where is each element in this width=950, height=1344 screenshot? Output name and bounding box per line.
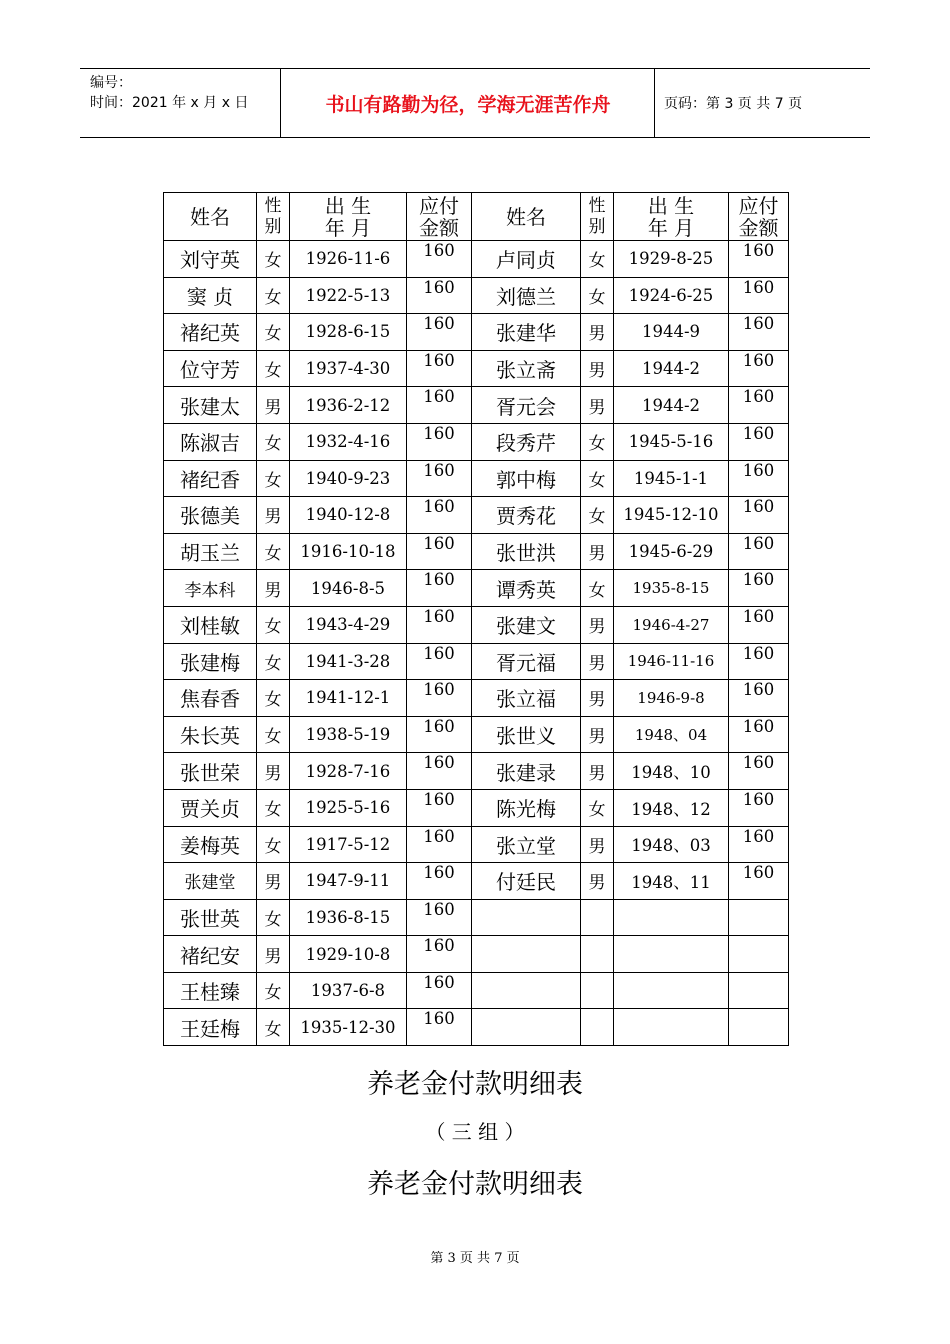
table-header-row	[164, 193, 789, 241]
amount: 160	[407, 460, 472, 497]
amount: 160	[729, 680, 789, 717]
person-sex: 女	[581, 460, 614, 497]
birth-date: 1944-9	[614, 314, 729, 351]
header-birth: 出 生 年 月	[290, 193, 407, 241]
amount: 160	[729, 460, 789, 497]
amount: 160	[407, 643, 472, 680]
birth-date: 1948、03	[614, 826, 729, 863]
amount: 160	[407, 387, 472, 424]
amount: 160	[407, 241, 472, 278]
birth-date: 1925-5-16	[290, 789, 407, 826]
birth-date: 1944-2	[614, 350, 729, 387]
person-name: 张建录	[472, 753, 581, 790]
table-row	[164, 570, 789, 607]
birth-date: 1932-4-16	[290, 423, 407, 460]
amount: 160	[729, 716, 789, 753]
amount: 160	[729, 570, 789, 607]
table-title: 养老金付款明细表	[367, 1069, 583, 1100]
person-name: 刘桂敏	[164, 606, 257, 643]
birth-date: 1928-6-15	[290, 314, 407, 351]
person-sex: 男	[581, 314, 614, 351]
amount: 160	[729, 606, 789, 643]
person-name: 陈淑吉	[164, 423, 257, 460]
table-row	[164, 826, 789, 863]
birth-date: 1938-5-19	[290, 716, 407, 753]
amount: 160	[729, 497, 789, 534]
person-name: 张德美	[164, 497, 257, 534]
person-sex	[581, 899, 614, 936]
table-row	[164, 680, 789, 717]
header-sex: 性 别	[581, 193, 614, 241]
amount: 160	[407, 314, 472, 351]
person-sex: 男	[581, 387, 614, 424]
header-amount: 应付 金额	[729, 193, 789, 241]
person-name: 褚纪英	[164, 314, 257, 351]
person-name: 贾关贞	[164, 789, 257, 826]
birth-date: 1917-5-12	[290, 826, 407, 863]
person-name: 刘守英	[164, 241, 257, 278]
header-birth: 出 生 年 月	[614, 193, 729, 241]
person-sex: 女	[257, 1009, 290, 1046]
table-row	[164, 533, 789, 570]
document-time-label: 时间：2021 年 x 月 x 日	[90, 95, 249, 111]
birth-date: 1936-2-12	[290, 387, 407, 424]
amount: 160	[729, 753, 789, 790]
person-name: 李本科	[164, 570, 257, 607]
person-name: 卢同贞	[472, 241, 581, 278]
amount: 160	[729, 314, 789, 351]
person-sex: 女	[257, 899, 290, 936]
person-sex: 女	[257, 533, 290, 570]
header-meta	[90, 73, 248, 113]
amount: 160	[729, 277, 789, 314]
person-sex: 女	[257, 643, 290, 680]
birth-date: 1946-9-8	[614, 680, 729, 717]
person-sex: 男	[581, 826, 614, 863]
birth-date: 1946-4-27	[614, 606, 729, 643]
person-name: 张建文	[472, 606, 581, 643]
person-sex: 男	[257, 387, 290, 424]
person-name: 张建华	[472, 314, 581, 351]
table-row	[164, 387, 789, 424]
amount: 160	[407, 1009, 472, 1046]
amount: 160	[407, 972, 472, 1009]
amount: 160	[407, 497, 472, 534]
table-row	[164, 350, 789, 387]
amount: 160	[407, 789, 472, 826]
amount: 160	[407, 899, 472, 936]
birth-date: 1947-9-11	[290, 863, 407, 900]
person-sex: 男	[257, 863, 290, 900]
amount: 160	[407, 606, 472, 643]
amount: 160	[729, 789, 789, 826]
person-sex: 男	[257, 570, 290, 607]
person-name: 窦 贞	[164, 277, 257, 314]
person-sex: 女	[257, 826, 290, 863]
amount: 160	[729, 643, 789, 680]
birth-date: 1945-6-29	[614, 533, 729, 570]
birth-date: 1935-8-15	[614, 570, 729, 607]
amount	[729, 899, 789, 936]
person-sex: 女	[257, 606, 290, 643]
person-sex: 女	[257, 716, 290, 753]
table-row	[164, 716, 789, 753]
birth-date	[614, 1009, 729, 1046]
header-sex: 性 别	[257, 193, 290, 241]
birth-date: 1944-2	[614, 387, 729, 424]
birth-date: 1948、04	[614, 716, 729, 753]
person-name: 胥元福	[472, 643, 581, 680]
pension-roster-table	[163, 192, 789, 1046]
person-sex: 男	[581, 643, 614, 680]
amount: 160	[407, 277, 472, 314]
birth-date: 1941-12-1	[290, 680, 407, 717]
person-sex: 女	[257, 314, 290, 351]
person-name: 张建梅	[164, 643, 257, 680]
person-sex: 女	[581, 570, 614, 607]
person-name: 张建太	[164, 387, 257, 424]
table-row	[164, 497, 789, 534]
amount	[729, 972, 789, 1009]
birth-date: 1945-12-10	[614, 497, 729, 534]
person-sex: 女	[581, 277, 614, 314]
table-row	[164, 423, 789, 460]
person-name	[472, 972, 581, 1009]
person-name: 胡玉兰	[164, 533, 257, 570]
person-sex: 男	[257, 936, 290, 973]
birth-date: 1929-10-8	[290, 936, 407, 973]
person-name: 张建堂	[164, 863, 257, 900]
person-sex	[581, 1009, 614, 1046]
table-row	[164, 972, 789, 1009]
person-name: 刘德兰	[472, 277, 581, 314]
page-footer: 第 3 页 共 7 页	[430, 1251, 520, 1266]
person-sex: 女	[257, 460, 290, 497]
amount: 160	[407, 753, 472, 790]
person-name: 谭秀英	[472, 570, 581, 607]
person-sex: 男	[581, 753, 614, 790]
table-row	[164, 277, 789, 314]
person-name: 褚纪香	[164, 460, 257, 497]
birth-date: 1941-3-28	[290, 643, 407, 680]
person-name: 张世洪	[472, 533, 581, 570]
amount: 160	[407, 533, 472, 570]
birth-date: 1948、12	[614, 789, 729, 826]
header-amount: 应付 金额	[407, 193, 472, 241]
table-row	[164, 789, 789, 826]
person-sex: 男	[581, 350, 614, 387]
header-divider	[280, 69, 281, 137]
document-number-label: 编号：	[90, 75, 132, 91]
person-name: 焦春香	[164, 680, 257, 717]
header-name: 姓名	[164, 193, 257, 241]
person-name: 张立福	[472, 680, 581, 717]
header-motto: 书山有路勤为径，学海无涯苦作舟	[325, 93, 611, 116]
birth-date: 1940-12-8	[290, 497, 407, 534]
person-name: 付廷民	[472, 863, 581, 900]
birth-date: 1948、11	[614, 863, 729, 900]
table-row	[164, 241, 789, 278]
person-name: 张立堂	[472, 826, 581, 863]
person-name: 陈光梅	[472, 789, 581, 826]
table-row	[164, 753, 789, 790]
person-name: 贾秀花	[472, 497, 581, 534]
person-name: 郭中梅	[472, 460, 581, 497]
table-row	[164, 936, 789, 973]
birth-date: 1937-6-8	[290, 972, 407, 1009]
header-page-label: 页码：第 3 页 共 7 页	[664, 96, 803, 112]
person-sex: 女	[257, 789, 290, 826]
birth-date: 1937-4-30	[290, 350, 407, 387]
birth-date: 1948、10	[614, 753, 729, 790]
person-name: 朱长英	[164, 716, 257, 753]
person-sex: 女	[257, 680, 290, 717]
birth-date	[614, 936, 729, 973]
person-name: 张世荣	[164, 753, 257, 790]
birth-date: 1936-8-15	[290, 899, 407, 936]
amount: 160	[407, 350, 472, 387]
amount: 160	[407, 680, 472, 717]
person-name: 王桂臻	[164, 972, 257, 1009]
person-name	[472, 1009, 581, 1046]
person-sex: 女	[581, 497, 614, 534]
header-divider	[654, 69, 655, 137]
person-name: 张世英	[164, 899, 257, 936]
person-sex: 女	[257, 350, 290, 387]
person-name: 张立斋	[472, 350, 581, 387]
person-sex: 女	[257, 972, 290, 1009]
amount: 160	[729, 423, 789, 460]
birth-date: 1945-5-16	[614, 423, 729, 460]
header-name: 姓名	[472, 193, 581, 241]
amount: 160	[729, 387, 789, 424]
birth-date: 1940-9-23	[290, 460, 407, 497]
table-row	[164, 314, 789, 351]
person-name: 张世义	[472, 716, 581, 753]
amount: 160	[407, 423, 472, 460]
person-sex: 女	[257, 241, 290, 278]
person-sex: 男	[581, 716, 614, 753]
person-name: 位守芳	[164, 350, 257, 387]
person-sex: 女	[581, 423, 614, 460]
amount	[729, 1009, 789, 1046]
person-sex: 男	[257, 497, 290, 534]
amount: 160	[407, 716, 472, 753]
amount: 160	[407, 826, 472, 863]
amount: 160	[729, 826, 789, 863]
birth-date: 1943-4-29	[290, 606, 407, 643]
table-row	[164, 863, 789, 900]
person-sex: 男	[581, 533, 614, 570]
person-sex: 男	[581, 680, 614, 717]
table-row	[164, 606, 789, 643]
amount	[729, 936, 789, 973]
person-name: 褚纪安	[164, 936, 257, 973]
table-row	[164, 1009, 789, 1046]
birth-date: 1946-11-16	[614, 643, 729, 680]
birth-date: 1946-8-5	[290, 570, 407, 607]
birth-date	[614, 899, 729, 936]
person-sex: 男	[581, 606, 614, 643]
person-name	[472, 936, 581, 973]
amount: 160	[729, 533, 789, 570]
birth-date: 1929-8-25	[614, 241, 729, 278]
birth-date	[614, 972, 729, 1009]
group-label: （ 三 组 ）	[425, 1120, 525, 1144]
person-sex	[581, 936, 614, 973]
person-name: 王廷梅	[164, 1009, 257, 1046]
person-name: 胥元会	[472, 387, 581, 424]
table-row	[164, 643, 789, 680]
amount: 160	[729, 241, 789, 278]
person-sex: 男	[257, 753, 290, 790]
amount: 160	[407, 863, 472, 900]
birth-date: 1916-10-18	[290, 533, 407, 570]
table-row	[164, 899, 789, 936]
birth-date: 1935-12-30	[290, 1009, 407, 1046]
birth-date: 1945-1-1	[614, 460, 729, 497]
birth-date: 1922-5-13	[290, 277, 407, 314]
amount: 160	[729, 863, 789, 900]
person-sex: 女	[581, 789, 614, 826]
amount: 160	[407, 570, 472, 607]
table-title: 养老金付款明细表	[367, 1169, 583, 1200]
document-header	[80, 68, 870, 138]
birth-date: 1924-6-25	[614, 277, 729, 314]
person-sex	[581, 972, 614, 1009]
person-name: 段秀芹	[472, 423, 581, 460]
person-name: 姜梅英	[164, 826, 257, 863]
birth-date: 1926-11-6	[290, 241, 407, 278]
table-row	[164, 460, 789, 497]
person-sex: 女	[257, 277, 290, 314]
person-name	[472, 899, 581, 936]
amount: 160	[729, 350, 789, 387]
person-sex: 女	[257, 423, 290, 460]
person-sex: 男	[581, 863, 614, 900]
person-sex: 女	[581, 241, 614, 278]
birth-date: 1928-7-16	[290, 753, 407, 790]
amount: 160	[407, 936, 472, 973]
